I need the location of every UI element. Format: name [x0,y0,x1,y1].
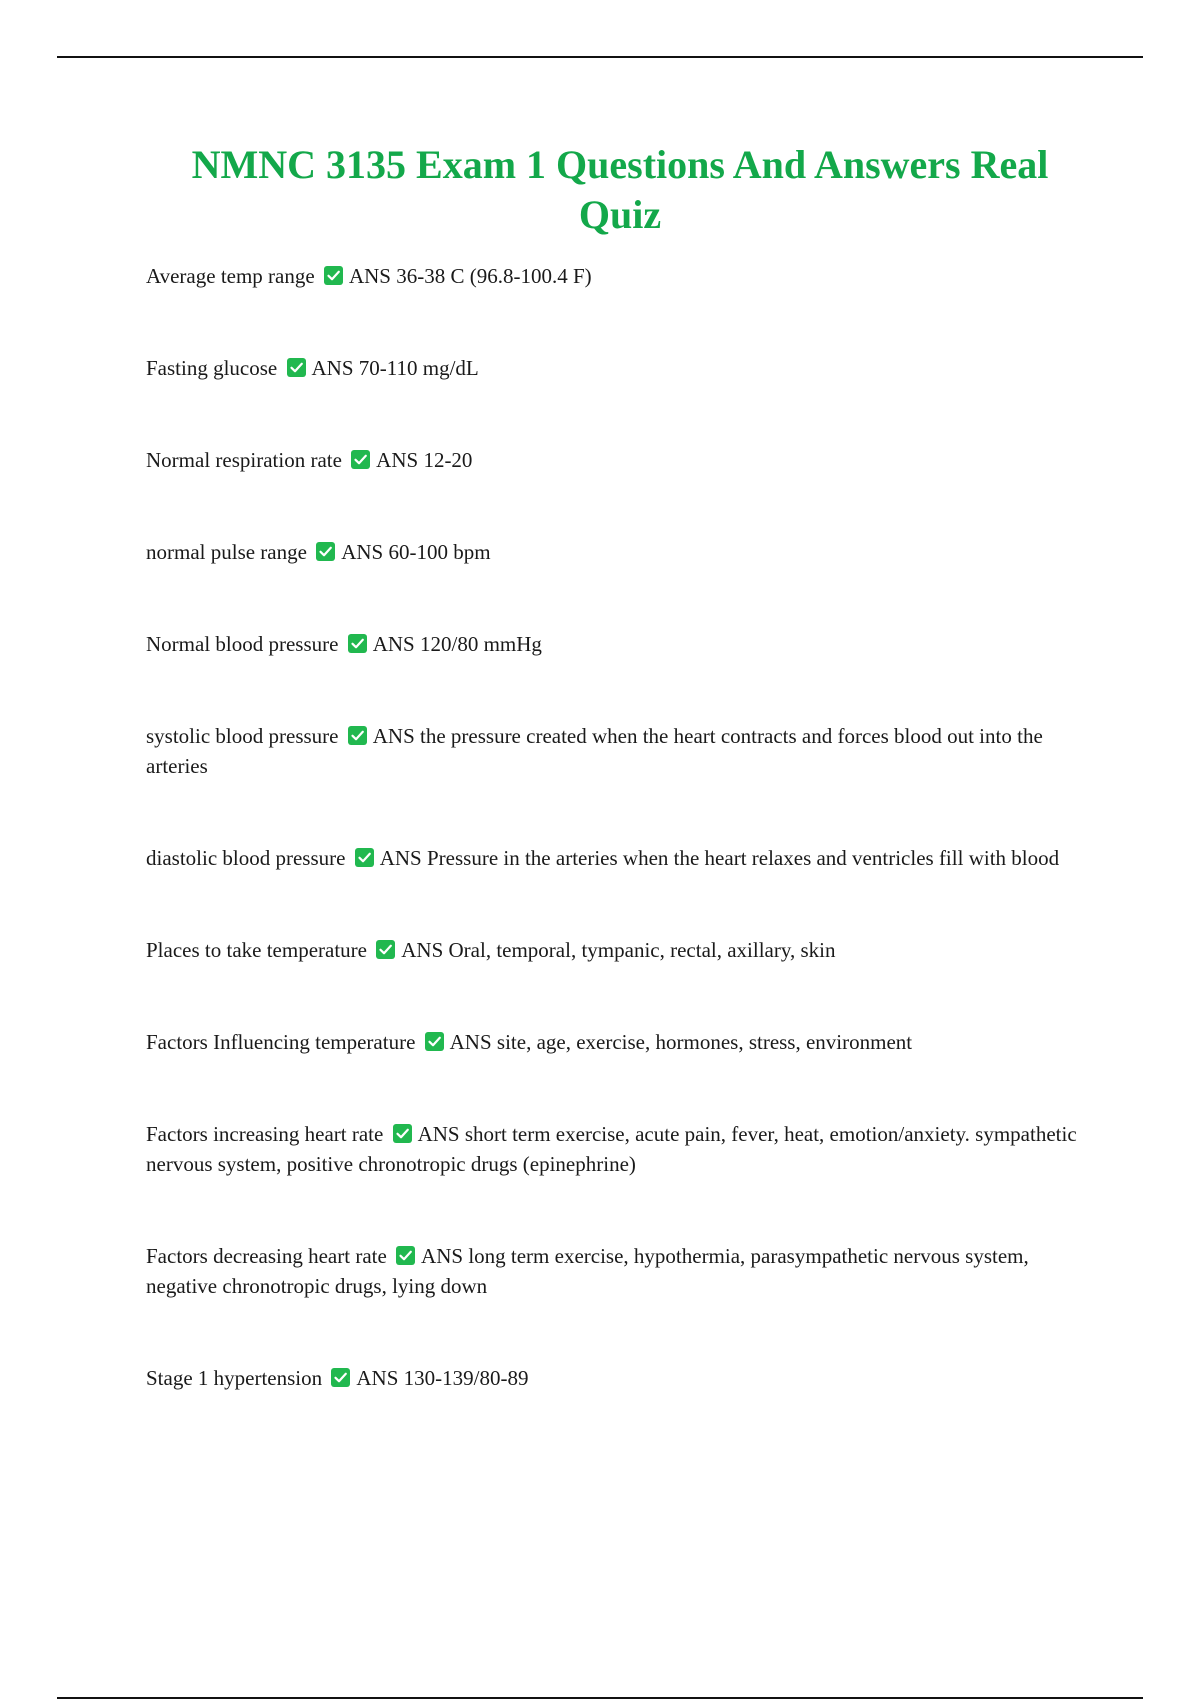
question-text: Factors increasing heart rate [146,1122,384,1146]
checkmark-box-icon [425,1032,444,1051]
answer-text: long term exercise, hypothermia, parasympathetic nervous system, negative chronotropic drugs, lying down [146,1244,1029,1298]
question-text: Normal respiration rate [146,448,342,472]
answer-prefix: ANS [449,1030,492,1054]
qa-item [146,445,1096,475]
answer-prefix: ANS [311,356,354,380]
question-text: Factors Influencing temperature [146,1030,416,1054]
page-title: NMNC 3135 Exam 1 Questions And Answers Real Quiz [191,142,1049,237]
answer-prefix: ANS [421,1244,464,1268]
answer-text: 36-38 C (96.8-100.4 F) [396,264,592,288]
question-text: Factors decreasing heart rate [146,1244,387,1268]
answer-text: short term exercise, acute pain, fever, heat, emotion/anxiety. sympathetic nervous system, positive chronotropic drugs (epinephrine) [146,1122,1077,1176]
question-text: normal pulse range [146,540,307,564]
question-text: Places to take temperature [146,938,367,962]
answer-prefix: ANS [372,724,415,748]
question-text: Fasting glucose [146,356,278,380]
qa-item [146,353,1096,383]
answer-text: Oral, temporal, tympanic, rectal, axillary, skin [448,938,836,962]
question-text: Normal blood pressure [146,632,339,656]
checkmark-box-icon [331,1368,350,1387]
qa-item [146,935,1096,965]
checkmark-box-icon [376,940,395,959]
qa-item [146,261,1096,291]
answer-prefix: ANS [341,540,384,564]
qa-item [146,629,1096,659]
checkmark-box-icon [355,848,374,867]
answer-text: site, age, exercise, hormones, stress, environment [496,1030,913,1054]
answer-text: 60-100 bpm [388,540,491,564]
checkmark-box-icon [324,266,343,285]
answer-text: 70-110 mg/dL [358,356,479,380]
qa-list [146,261,1096,1455]
qa-item [146,1241,1096,1301]
answer-text: 120/80 mmHg [419,632,542,656]
answer-prefix: ANS [401,938,444,962]
top-divider [57,56,1143,58]
answer-prefix: ANS [372,632,415,656]
bottom-divider [57,1697,1143,1699]
qa-item [146,1363,1096,1393]
qa-item [146,1119,1096,1179]
answer-prefix: ANS [376,448,419,472]
checkmark-box-icon [396,1246,415,1265]
checkmark-box-icon [316,542,335,561]
answer-prefix: ANS [379,846,422,870]
answer-text: the pressure created when the heart contracts and forces blood out into the arteries [146,724,1043,778]
answer-text: Pressure in the arteries when the heart relaxes and ventricles fill with blood [426,846,1060,870]
question-text: Stage 1 hypertension [146,1366,323,1390]
qa-item [146,1027,1096,1057]
answer-prefix: ANS [348,264,391,288]
checkmark-box-icon [348,634,367,653]
checkmark-box-icon [348,726,367,745]
answer-text: 130-139/80-89 [403,1366,529,1390]
qa-item [146,843,1096,873]
answer-prefix: ANS [417,1122,460,1146]
checkmark-box-icon [393,1124,412,1143]
question-text: systolic blood pressure [146,724,339,748]
question-text: diastolic blood pressure [146,846,346,870]
qa-item [146,537,1096,567]
question-text: Average temp range [146,264,315,288]
checkmark-box-icon [287,358,306,377]
qa-item [146,721,1096,781]
answer-text: 12-20 [423,448,473,472]
checkmark-box-icon [351,450,370,469]
answer-prefix: ANS [356,1366,399,1390]
